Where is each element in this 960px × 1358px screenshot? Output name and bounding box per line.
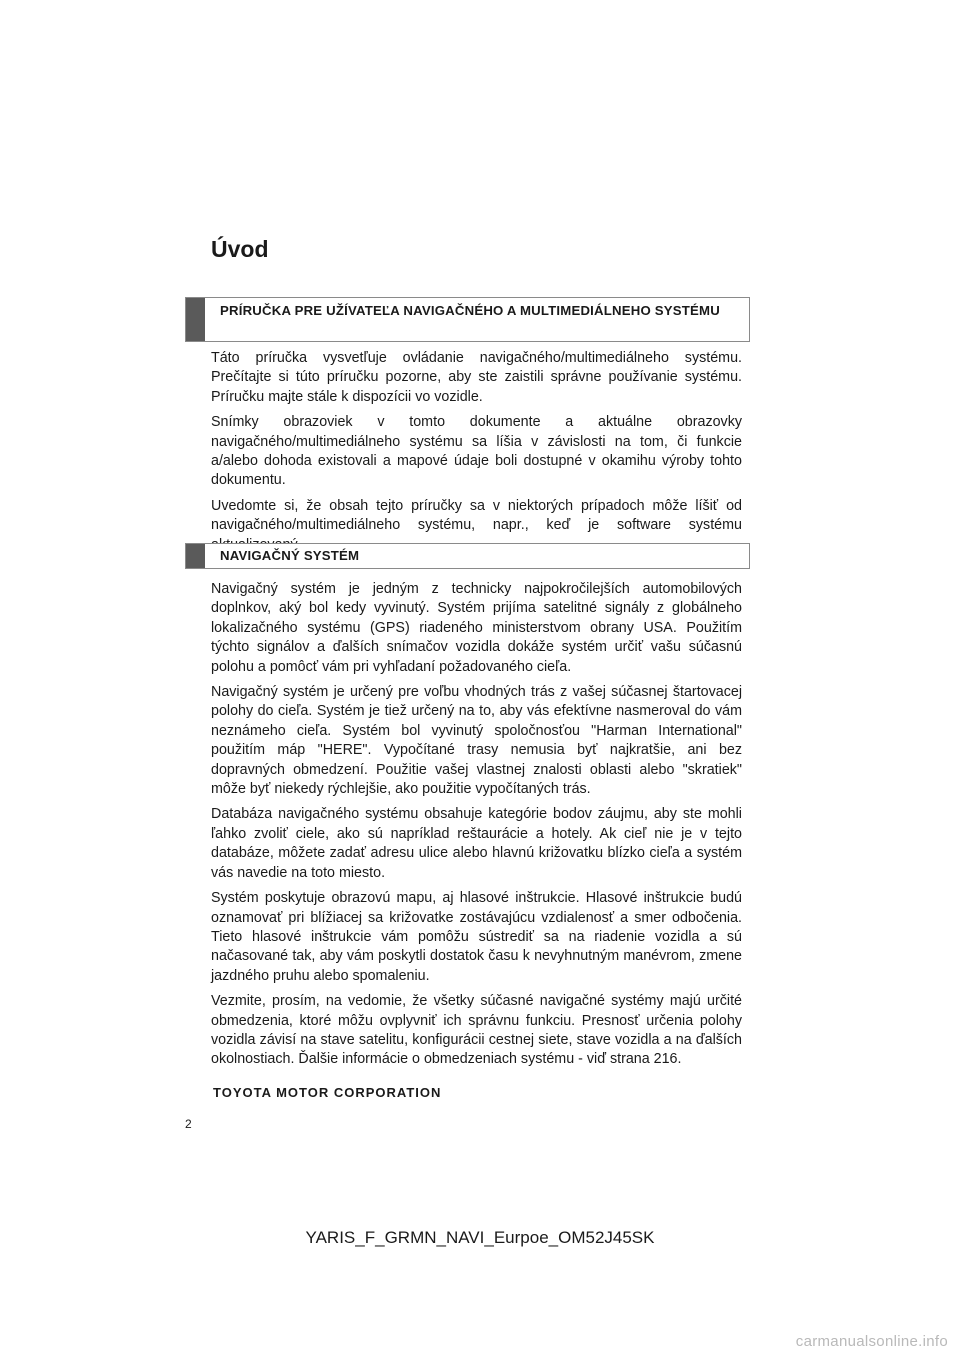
- paragraph: Uvedomte si, že obsah tejto príručky sa v niektorých prípadoch môže líšiť od navigačného/multimediálneho systému, napr., keď je software systému: [211, 497, 742, 534]
- document-id: YARIS_F_GRMN_NAVI_Eurpoe_OM52J45SK: [305, 1228, 655, 1247]
- section-body-manual: [211, 349, 742, 561]
- corporation-name: TOYOTA MOTOR CORPORATION: [213, 1085, 442, 1100]
- section-heading: PRÍRUČKA PRE UŽÍVATEĽA NAVIGAČNÉHO A MULTIMEDIÁLNEHO SYSTÉMU: [220, 303, 720, 318]
- paragraph: Databáza navigačného systému obsahuje kategórie bodov záujmu, aby ste mohli ľahko zvoliť ciele, ako sú napríklad reštaurácie a hotely. Ak cieľ nie je v tejto databáze, môžete zadať adresu ulice alebo hlavnú križovatku blízko cieľa a systém vás navedie na toto miesto.: [211, 806, 742, 881]
- section-header-navigation: [185, 543, 750, 569]
- section-header-manual: [185, 297, 750, 342]
- paragraph: Táto príručka vysvetľuje ovládanie navigačného/multimediálneho systému. Prečítajte si túto príručku pozorne, aby ste zaistili správne používanie systému. Príručku majte stále k dispozícii vo vozidle.: [211, 350, 742, 405]
- paragraph: Systém poskytuje obrazovú mapu, aj hlasové inštrukcie. Hlasové inštrukcie budú oznamovať pri blížiacej sa križovatke zostávajúcu vzdialenosť a smer odbočenia. Tieto hlasové inštrukcie vám pomôžu sústrediť sa na riadenie vozidla a sú načasované tak, aby vám poskytli dostatok času k nevyhnutným manévrom, zmene jazdného pruhu alebo spomaleniu.: [211, 890, 742, 984]
- section-header-bar: [186, 298, 205, 341]
- paragraph: Snímky obrazoviek v tomto dokumente a aktuálne obrazovky navigačného/multimediálneho systému sa líšia v závislosti na tom, či funkcie a/alebo dohoda existovali a mapové údaje boli dostupné v okamihu výroby tohto dokumentu.: [211, 414, 742, 489]
- paragraph: Navigačný systém je jedným z technicky najpokročilejších automobilových doplnkov, aký bol kedy vyvinutý. Systém prijíma satelitné signály z globálneho lokalizačného systému (GPS) riadeného ministerstvom obrany USA. Použitím týchto signálov a ďalších snímačov vozidla dokáže systém určiť vašu súčasnú polohu a pomôcť vám pri vyhľadaní požadovaného cieľa.: [211, 581, 742, 675]
- section-body-navigation: [211, 580, 742, 1076]
- section-header-bar: [186, 544, 205, 568]
- paragraph: Vezmite, prosím, na vedomie, že všetky súčasné navigačné systémy majú určité obmedzenia, ktoré môžu ovplyvniť ich správnu funkciu. Presnosť určenia polohy vozidla závisí na stave satelitu, konfigurácii cestnej siete, stave vozidla a na ďalších okolnostiach. Ďalšie informácie o obmedzeniach systému - viď strana 216.: [211, 993, 742, 1068]
- watermark: carmanualsonline.info: [795, 1333, 948, 1350]
- page-title: Úvod: [211, 236, 269, 262]
- page-number: 2: [185, 1117, 192, 1131]
- paragraph: Navigačný systém je určený pre voľbu vhodných trás z vašej súčasnej štartovacej polohy do cieľa. Systém je tiež určený na to, aby vás efektívne nasmeroval do vám neznámeho cieľa. Systém bol vyvinutý spoločnosťou "Harman International" použitím máp "HERE". Vypočítané trasy nemusia byť najkratšie, ani bez dopravných obmedzení. Použitie vašej vlastnej znalosti oblasti alebo "skratiek" môže byť niekedy rýchlejšie, ako použitie vypočítaných trás.: [211, 684, 742, 798]
- section-heading: NAVIGAČNÝ SYSTÉM: [220, 548, 360, 563]
